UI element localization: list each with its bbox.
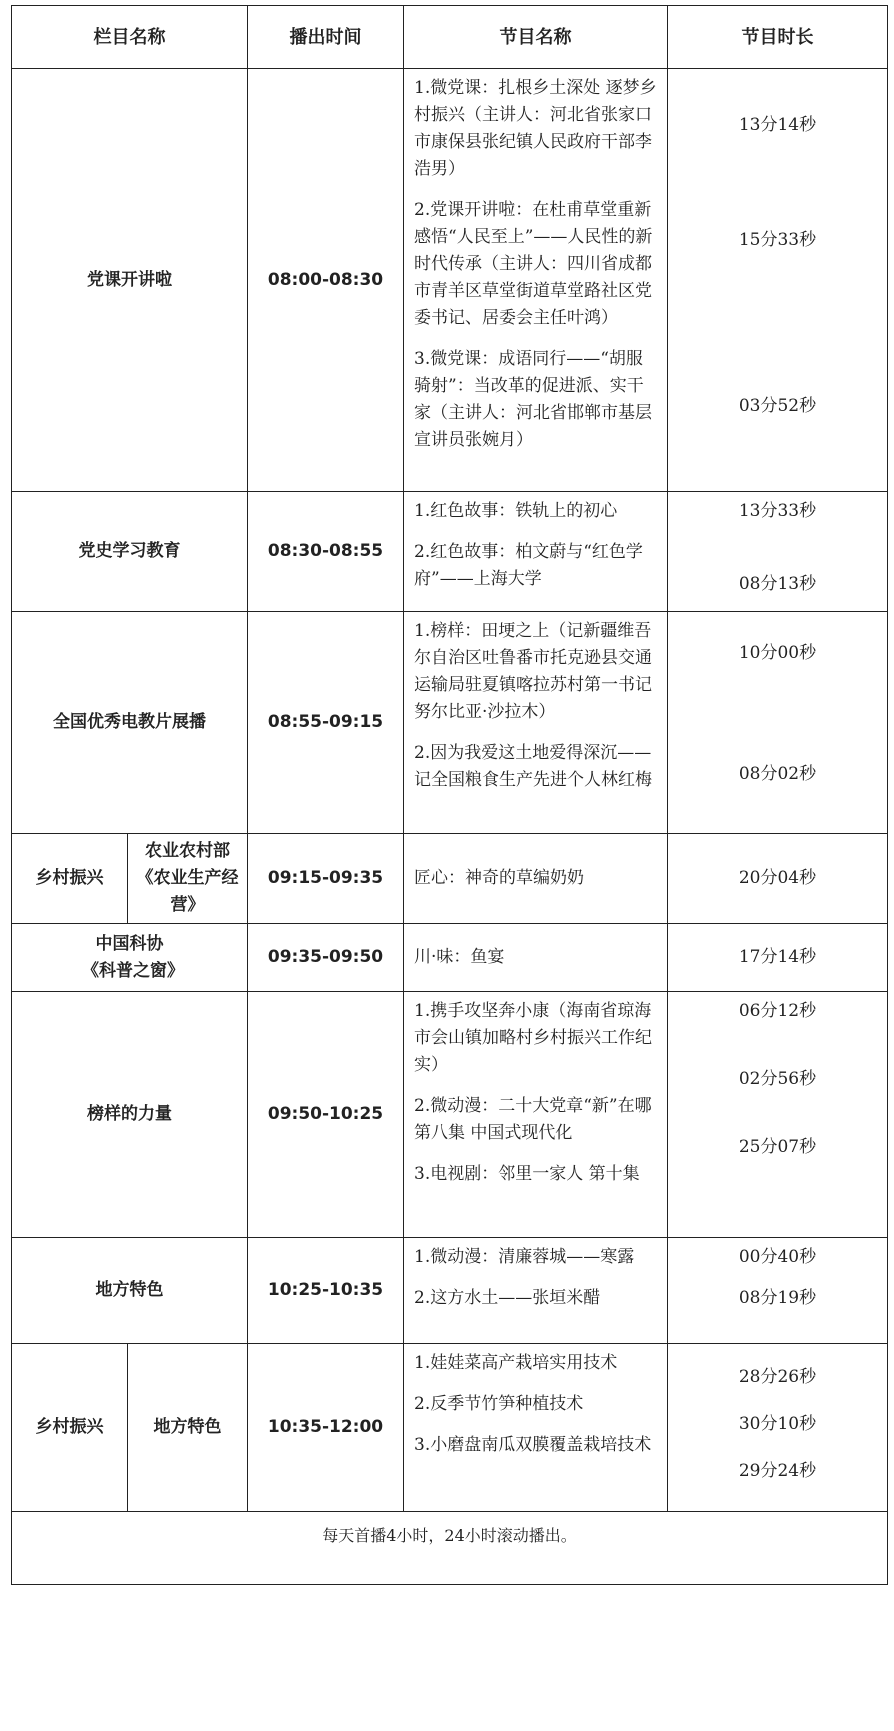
program-item: 2.红色故事：柏文蔚与“红色学府”——上海大学 [414,542,643,589]
column-name: 中国科协《科普之窗》 [12,924,248,992]
air-time: 09:35-09:50 [248,924,404,992]
table-row [12,924,888,992]
duration-list [668,1238,888,1344]
duration-item: 08分13秒 [738,574,817,594]
duration-item: 17分14秒 [738,947,817,967]
duration-item: 00分40秒 [738,1247,817,1267]
program-item: 川·味：鱼宴 [414,947,505,967]
program-item: 3.小磨盘南瓜双膜覆盖栽培技术 [414,1435,652,1455]
duration-item: 10分00秒 [738,643,817,663]
air-time: 10:25-10:35 [248,1238,404,1344]
duration-item: 30分10秒 [738,1414,817,1434]
program-list [404,1344,668,1512]
table-row [12,1344,888,1512]
program-list [404,612,668,834]
air-time: 10:35-12:00 [248,1344,404,1512]
program-item: 2.因为我爱这土地爱得深沉——记全国粮食生产先进个人林红梅 [414,743,652,790]
footer-note: 每天首播4小时，24小时滚动播出。 [12,1512,888,1585]
header-air-time: 播出时间 [248,6,404,69]
duration-item: 03分52秒 [738,396,817,416]
table-row [12,834,888,924]
column-name: 党史学习教育 [12,492,248,612]
program-list [404,1238,668,1344]
program-item: 2.微动漫：二十大党章“新”在哪 第八集 中国式现代化 [414,1096,652,1143]
table-row [12,69,888,492]
air-time: 09:50-10:25 [248,992,404,1238]
air-time: 08:55-09:15 [248,612,404,834]
column-name: 乡村振兴 [12,834,128,924]
program-item: 1.榜样：田埂之上（记新疆维吾尔自治区吐鲁番市托克逊县交通运输局驻夏镇喀拉苏村第一书记努尔比亚·沙拉木） [414,621,652,722]
column-name: 地方特色 [12,1238,248,1344]
duration-item: 15分33秒 [738,230,817,250]
column-name: 全国优秀电教片展播 [12,612,248,834]
program-item: 1.携手攻坚奔小康（海南省琼海市会山镇加略村乡村振兴工作纪实） [414,1001,652,1075]
program-list [404,69,668,492]
air-time: 09:15-09:35 [248,834,404,924]
program-list [404,492,668,612]
duration-item: 13分14秒 [738,115,817,135]
duration-item: 20分04秒 [738,868,817,888]
program-item: 1.红色故事：铁轨上的初心 [414,501,618,521]
duration-list [668,992,888,1238]
duration-list [668,612,888,834]
table-row [12,1238,888,1344]
duration-list [668,492,888,612]
duration-item: 29分24秒 [738,1461,817,1481]
sub-column-name: 地方特色 [128,1344,248,1512]
program-item: 2.党课开讲啦：在杜甫草堂重新感悟“人民至上”——人民性的新时代传承（主讲人：四川省成都市青羊区草堂街道草堂路社区党委书记、居委会主任叶鸿） [414,200,653,328]
program-item: 匠心：神奇的草编奶奶 [414,868,584,888]
air-time: 08:30-08:55 [248,492,404,612]
program-list [404,924,668,992]
duration-item: 06分12秒 [738,1001,817,1021]
program-item: 1.微动漫：清廉蓉城——寒露 [414,1247,635,1267]
header-program-name: 节目名称 [404,6,668,69]
header-duration: 节目时长 [668,6,888,69]
duration-list [668,924,888,992]
program-list [404,834,668,924]
header-column-name: 栏目名称 [12,6,248,69]
duration-item: 08分19秒 [738,1288,817,1308]
column-name: 榜样的力量 [12,992,248,1238]
column-name: 乡村振兴 [12,1344,128,1512]
program-item: 3.微党课：成语同行——“胡服骑射”：当改革的促进派、实干家（主讲人：河北省邯郸市基层宣讲员张婉月） [414,349,652,450]
duration-item: 02分56秒 [738,1069,817,1089]
header-row [12,6,888,69]
duration-item: 28分26秒 [738,1367,817,1387]
table-row [12,492,888,612]
program-item: 2.这方水土——张垣米醋 [414,1288,601,1308]
table-row [12,612,888,834]
program-item: 2.反季节竹笋种植技术 [414,1394,584,1414]
program-item: 1.微党课：扎根乡土深处 逐梦乡村振兴（主讲人：河北省张家口市康保县张纪镇人民政府干部李浩男） [414,78,657,179]
duration-list [668,69,888,492]
schedule-table [11,5,888,1585]
program-item: 1.娃娃菜高产栽培实用技术 [414,1353,618,1373]
sub-column-name: 农业农村部《农业生产经营》 [128,834,248,924]
program-list [404,992,668,1238]
column-name: 党课开讲啦 [12,69,248,492]
duration-item: 25分07秒 [738,1137,817,1157]
duration-item: 08分02秒 [738,764,817,784]
duration-list [668,1344,888,1512]
program-item: 3.电视剧：邻里一家人 第十集 [414,1164,640,1184]
footer-row [12,1512,888,1585]
table-row [12,992,888,1238]
air-time: 08:00-08:30 [248,69,404,492]
duration-item: 13分33秒 [738,501,817,521]
duration-list [668,834,888,924]
